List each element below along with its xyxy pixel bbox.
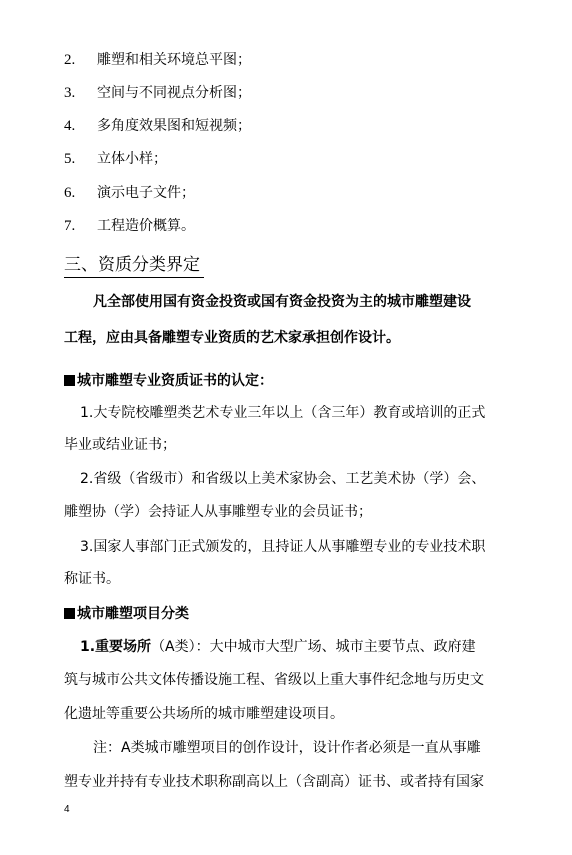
- note-line-1: 注：A类城市雕塑项目的创作设计，设计作者必须是一直从事雕: [93, 740, 481, 756]
- square-bullet-icon: [64, 375, 75, 386]
- cert-item-2-line-1: 2.省级（省级市）和省级以上美术家协会、工艺美术协（学）会、: [80, 471, 486, 487]
- list-item: 2. 雕塑和相关环境总平图；: [64, 52, 251, 68]
- cert-item-3-line-2: 称证书。: [64, 571, 120, 587]
- classify-item-1-line-1: 1.重要场所（A类）：大中城市大型广场、城市主要节点、政府建: [80, 639, 476, 655]
- cert-item-1-line-2: 毕业或结业证书；: [64, 437, 176, 453]
- list-item: 3. 空间与不同视点分析图；: [64, 85, 251, 101]
- classify-item-1-line-2: 筑与城市公共文体传播设施工程、省级以上重大事件纪念地与历史文: [64, 672, 484, 688]
- section-heading: 三、资质分类界定: [64, 255, 200, 275]
- intro-line-2: 工程，应由具备雕塑专业资质的艺术家承担创作设计。: [64, 330, 400, 346]
- list-item: 7. 工程造价概算。: [64, 218, 195, 234]
- list-item: 6. 演示电子文件；: [64, 185, 195, 201]
- cert-item-3-line-1: 3.国家人事部门正式颁发的，且持证人从事雕塑专业的专业技术职: [80, 539, 486, 555]
- square-bullet-icon: [64, 608, 75, 619]
- cert-item-2-line-2: 雕塑协（学）会持证人从事雕塑专业的会员证书；: [64, 504, 372, 520]
- classify-section-title: 城市雕塑项目分类: [64, 605, 189, 623]
- page-number: 4: [64, 804, 70, 815]
- intro-line-1: 凡全部使用国有资金投资或国有资金投资为主的城市雕塑建设: [93, 294, 471, 310]
- list-item: 5. 立体小样；: [64, 151, 167, 167]
- heading-underline: [64, 277, 204, 278]
- cert-item-1-line-1: 1.大专院校雕塑类艺术专业三年以上（含三年）教育或培训的正式: [80, 405, 486, 421]
- list-item: 4. 多角度效果图和短视频；: [64, 118, 251, 134]
- classify-item-1-line-3: 化遗址等重要公共场所的城市雕塑建设项目。: [64, 706, 344, 722]
- cert-section-title: 城市雕塑专业资质证书的认定：: [64, 372, 273, 390]
- note-line-2: 塑专业并持有专业技术职称副高以上（含副高）证书、或者持有国家: [64, 774, 484, 790]
